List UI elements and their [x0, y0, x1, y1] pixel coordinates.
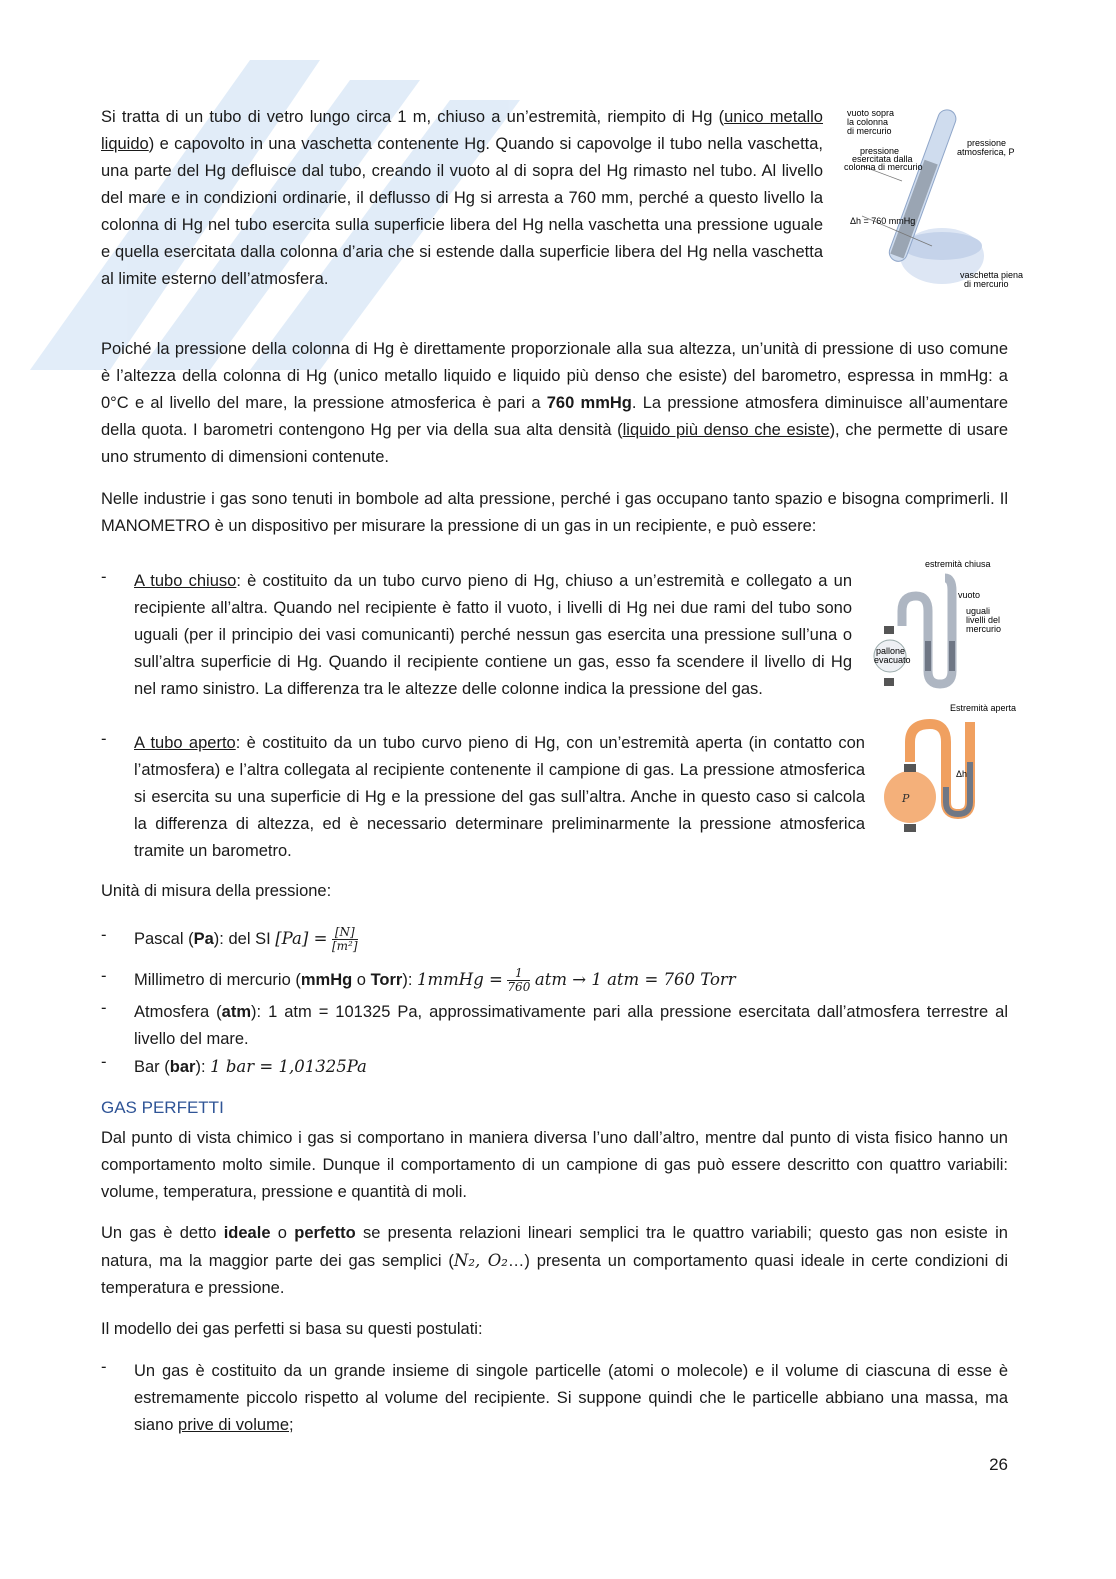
bullet-dash: - [101, 730, 107, 748]
bullet-dash: - [101, 967, 107, 985]
paragraph-mmhg: Poiché la pressione della colonna di Hg è direttamente proporzionale alla sua altezza, un’unità di pressione di uso comune è l’altezza della colonna di Hg (unico metallo liquido e liquido più denso che esiste) del barometro, espressa in mmHg: a 0°C e al livello del mare, la pressione atmosferica è pari a 760 mmHg. La pressione atmosfera diminuisce all’aumentare della quota. I barometri contengono Hg per via della sua alta densità (liquido più denso che esiste), che permette di usare uno strumento di dimensioni contenute. [101, 340, 1008, 466]
paragraph-ideal-gas: Un gas è detto ideale o perfetto se presenta relazioni lineari semplici tra le quattro variabili; questo gas non esiste in natura, ma la maggior parte dei gas semplici (N₂, O₂…) presenta un comportamento quasi ideale in certe condizioni di temperatura e pressione. [101, 1224, 1008, 1297]
label-uguali: uguali [966, 606, 991, 616]
bullet-dash: - [101, 1053, 107, 1071]
label-pressione-atm: pressione [967, 138, 1007, 148]
list-item-tubo-aperto: A tubo aperto: è costituito da un tubo curvo pieno di Hg, con un’estremità aperta (in contatto con l’atmosfera) e l’altra collegata al recipiente contenente il campione di gas. La pressione atmosferica si esercita su una superficie di Hg e la pressione del gas sull’altra. Anche in questo caso si calcola la differenza di altezza, ed è necessario determinare preliminarmente la pressione atmosferica tramite un barometro. [134, 734, 865, 860]
label-p-gas: P [902, 792, 910, 805]
label-estremita-aperta: Estremità aperta [950, 703, 1017, 713]
paragraph-manometro: Nelle industrie i gas sono tenuti in bombole ad alta pressione, perché i gas occupano tanto spazio e bisogna comprimerli. Il MANOMETRO è un dispositivo per misurare la pressione di un gas in un recipiente, e può essere: [101, 490, 1008, 535]
bullet-dash: - [101, 568, 107, 586]
label-vuoto: vuoto [958, 590, 981, 600]
label-pressione: pressione [860, 146, 900, 156]
paragraph-barometer: Si tratta di un tubo di vetro lungo circa 1 m, chiuso a un’estremità, riempito di Hg (unico metallo liquido) e capovolto in una vaschetta contenente Hg. Quando si capovolge il tubo nella vaschetta, una parte del Hg defluisce dal tubo, creando il vuoto al di sopra del Hg rimasto nel tubo. Al livello del mare e in condizioni ordinarie, il deflusso di Hg si arresta a 760 mm, perché a questo livello la colonna di Hg nel tubo esercita sulla superficie libera del Hg nella vaschetta una pressione uguale e quella esercitata dalla colonna d’aria che si estende dalla superficie libera del Hg nella vaschetta al limite esterno dell’atmosfera. [101, 108, 823, 288]
bullet-dash: - [101, 926, 107, 944]
open-manometer-figure [880, 702, 1017, 842]
unit-atm: Atmosfera (atm): 1 atm = 101325 Pa, approssimativamente pari alla pressione esercitata dall’atmosfera terrestre al livello del mare. [134, 1003, 1008, 1048]
label-evacuato: evacuato [874, 655, 911, 665]
label-delta-h: Δh = 760 mmHg [850, 216, 916, 226]
bullet-dash: - [101, 999, 107, 1017]
label-vuoto: vuoto sopra [847, 108, 895, 118]
unit-mmhg: Millimetro di mercurio (mmHg o Torr): 1mmHg = $\frac{1}{760}$ atm → 1 atm = 760 Torr [134, 966, 736, 995]
list-item-tubo-chiuso: A tubo chiuso: è costituito da un tubo curvo pieno di Hg, chiuso a un’estremità e collegato a un recipiente all’altra. Quando nel recipiente è fatto il vuoto, i livelli di Hg nei due rami del tubo sono uguali (per il principio dei vasi comunicanti) perché nessun gas esercita una pressione sull’una o sull’altra superficie di Hg. Quando il recipiente contiene un gas, esso fa scendere il livello di Hg nel ramo sinistro. La differenza tra le altezze delle colonne indica la pressione del gas. [134, 572, 852, 698]
label-mercurio: mercurio [966, 624, 1002, 634]
bullet-dash: - [101, 1358, 107, 1376]
barometer-figure [842, 106, 1024, 291]
list-item-postulate: Un gas è costituito da un grande insieme di singole particelle (atomi o molecole) e il volume di ciascuna di esse è estremamente piccolo rispetto al volume del recipiente. Si suppone quindi che le particelle abbiano una massa, ma siano prive di volume; [134, 1362, 1008, 1434]
label-colonna-mercurio: colonna di mercurio [844, 162, 923, 172]
paragraph-gas-behaviour: Dal punto di vista chimico i gas si comportano in maniera diversa l’uno dall’altro, mentre dal punto di vista fisico hanno un comportamento molto simile. Dunque il comportamento di un campione di gas può essere descritto con quattro variabili: volume, temperatura, pressione e quantità di moli. [101, 1129, 1008, 1201]
unit-bar: Bar (bar): 1 bar = 1,01325Pa [134, 1057, 367, 1076]
label-livelli: livelli del [966, 615, 1001, 625]
fraction-n-m2: $\frac{[N]}{\text{[m²]}}$ [332, 925, 358, 954]
label-pallone: pallone [876, 646, 906, 656]
label-mercurio: di mercurio [847, 126, 892, 136]
label-estremita-chiusa: estremità chiusa [925, 559, 991, 569]
unit-pascal: Pascal (Pa): del SI [Pa] = $\frac{[N]}{\text{[m²]}}$ [134, 925, 358, 954]
label-atmosferica: atmosferica, P [957, 147, 1015, 157]
label-colonna: la colonna [847, 117, 889, 127]
label-vaschetta: vaschetta piena [960, 270, 1024, 280]
closed-manometer-figure [870, 556, 1010, 696]
fraction-1-760: $\frac{1}{760}$ [507, 966, 531, 995]
label-delta-h: Δh [956, 769, 968, 779]
page-number: 26 [989, 1455, 1008, 1474]
paragraph-postulates-intro: Il modello dei gas perfetti si basa su questi postulati: [101, 1320, 483, 1338]
section-heading-gas-perfetti: GAS PERFETTI [101, 1098, 224, 1117]
label-di-mercurio: di mercurio [964, 279, 1009, 289]
units-intro: Unità di misura della pressione: [101, 882, 332, 900]
label-esercitata: esercitata dalla [852, 154, 913, 164]
